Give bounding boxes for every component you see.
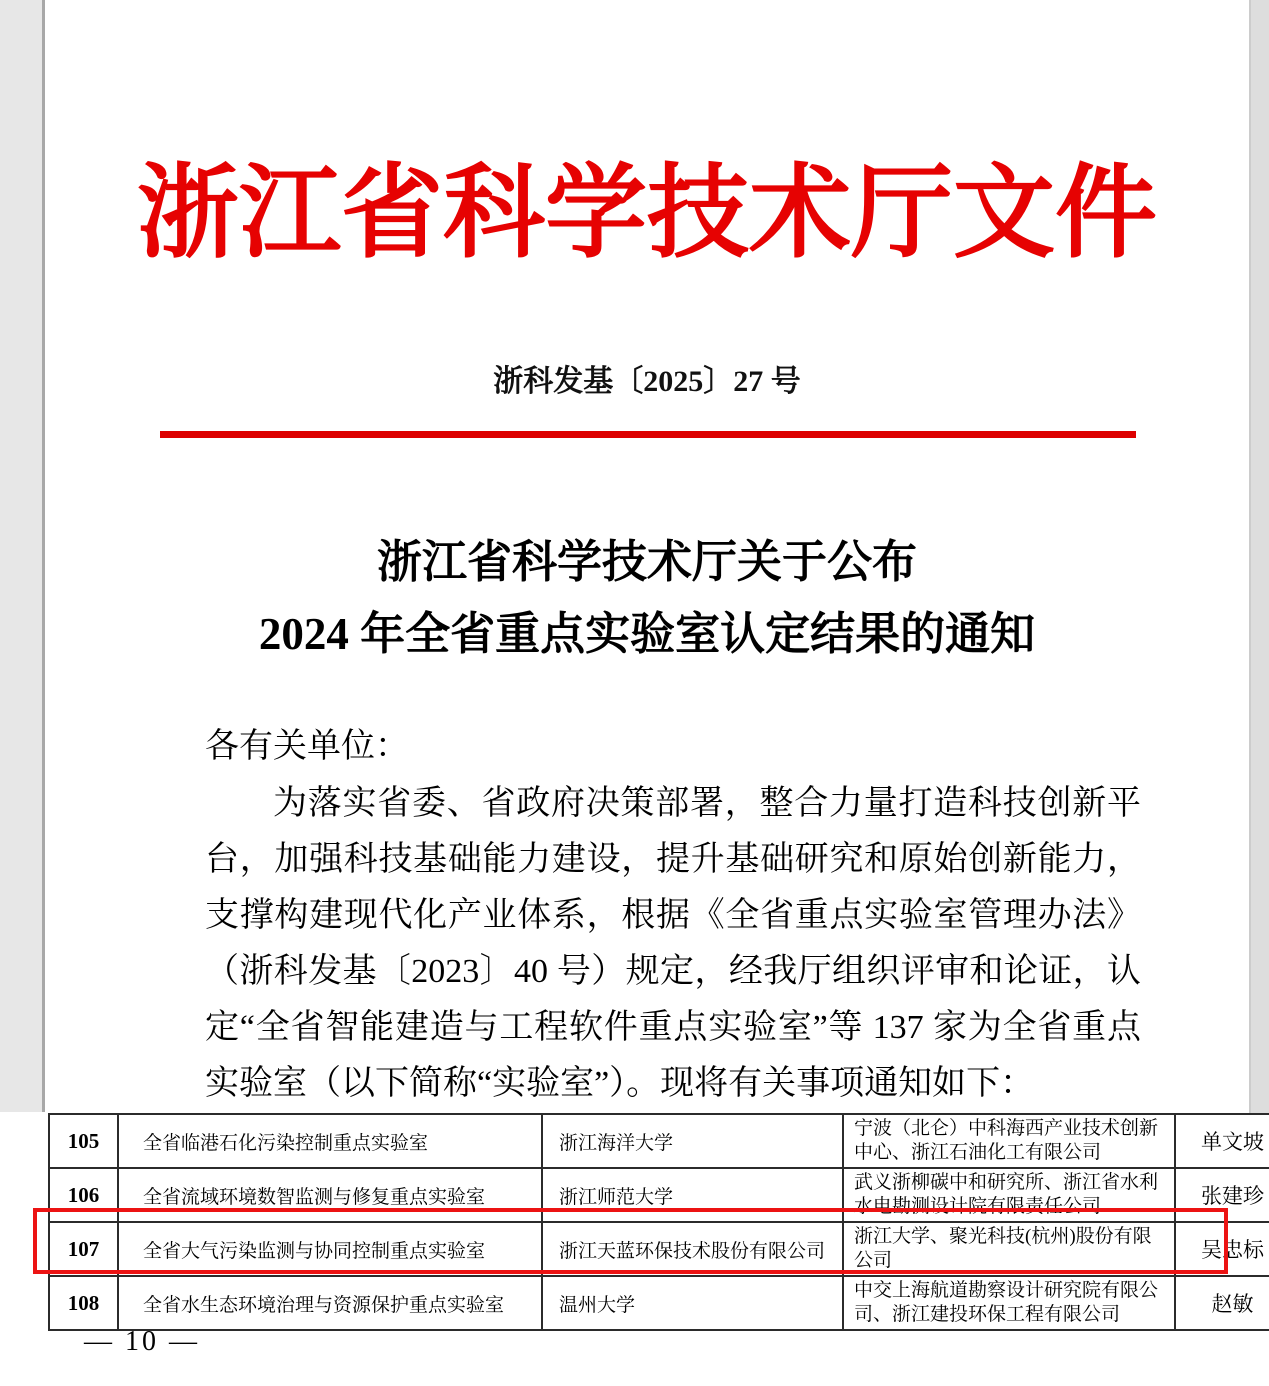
cell-partner-units: 中交上海航道勘察设计研究院有限公司、浙江建投环保工程有限公司 bbox=[843, 1276, 1175, 1330]
cell-lab-name: 全省流域环境数智监测与修复重点实验室 bbox=[118, 1168, 542, 1222]
notice-title bbox=[45, 526, 1249, 670]
cell-host-unit: 温州大学 bbox=[542, 1276, 843, 1330]
document-page bbox=[45, 0, 1249, 1113]
cell-director: 吴忠标 bbox=[1175, 1222, 1269, 1276]
salutation: 各有关单位： bbox=[205, 728, 409, 765]
table-row-107-highlighted bbox=[49, 1222, 1269, 1276]
cell-director: 张建珍 bbox=[1175, 1168, 1269, 1222]
table-row-105 bbox=[49, 1114, 1269, 1168]
letterhead-divider-rule bbox=[160, 431, 1136, 438]
cell-lab-name: 全省大气污染监测与协同控制重点实验室 bbox=[118, 1222, 542, 1276]
cell-host-unit: 浙江师范大学 bbox=[542, 1168, 843, 1222]
cell-lab-name: 全省临港石化污染控制重点实验室 bbox=[118, 1114, 542, 1168]
document-number: 浙科发基〔2025〕27 号 bbox=[493, 365, 801, 398]
page-number: — 10 — bbox=[84, 1326, 200, 1357]
table-row-108 bbox=[49, 1276, 1269, 1330]
cell-host-unit: 浙江天蓝环保技术股份有限公司 bbox=[542, 1222, 843, 1276]
cell-row-number: 106 bbox=[49, 1168, 118, 1222]
body-paragraph: 为落实省委、省政府决策部署，整合力量打造科技创新平台，加强科技基础能力建设，提升基础研究和原始创新能力，支撑构建现代化产业体系，根据《全省重点实验室管理办法》（浙科发基〔2023〕40 号）规定，经我厅组织评审和论证，认定“全省智能建造与工程软件重点实验室”等 137 家为全省重点实验室（以下简称“实验室”）。现将有关事项通知如下： bbox=[205, 785, 1141, 1102]
cell-director: 单文坡 bbox=[1175, 1114, 1269, 1168]
lab-list-table bbox=[48, 1113, 1269, 1331]
agency-letterhead-title: 浙江省科学技术厅文件 bbox=[137, 158, 1157, 271]
cell-lab-name: 全省水生态环境治理与资源保护重点实验室 bbox=[118, 1276, 542, 1330]
cell-row-number: 107 bbox=[49, 1222, 118, 1276]
cell-row-number: 108 bbox=[49, 1276, 118, 1330]
notice-title-line2: 2024 年全省重点实验室认定结果的通知 bbox=[258, 609, 1036, 659]
cell-partner-units: 武义浙柳碳中和研究所、浙江省水利水电勘测设计院有限责任公司 bbox=[843, 1168, 1175, 1222]
viewer-margin-right bbox=[1249, 0, 1269, 1122]
cell-row-number: 105 bbox=[49, 1114, 118, 1168]
cell-director: 赵敏 bbox=[1175, 1276, 1269, 1330]
table-row-106 bbox=[49, 1168, 1269, 1222]
cell-host-unit: 浙江海洋大学 bbox=[542, 1114, 843, 1168]
cell-partner-units: 浙江大学、聚光科技(杭州)股份有限公司 bbox=[843, 1222, 1175, 1276]
cell-partner-units: 宁波（北仑）中科海西产业技术创新中心、浙江石油化工有限公司 bbox=[843, 1114, 1175, 1168]
notice-title-line1: 浙江省科学技术厅关于公布 bbox=[376, 537, 917, 587]
viewer-margin-left bbox=[0, 0, 45, 1112]
